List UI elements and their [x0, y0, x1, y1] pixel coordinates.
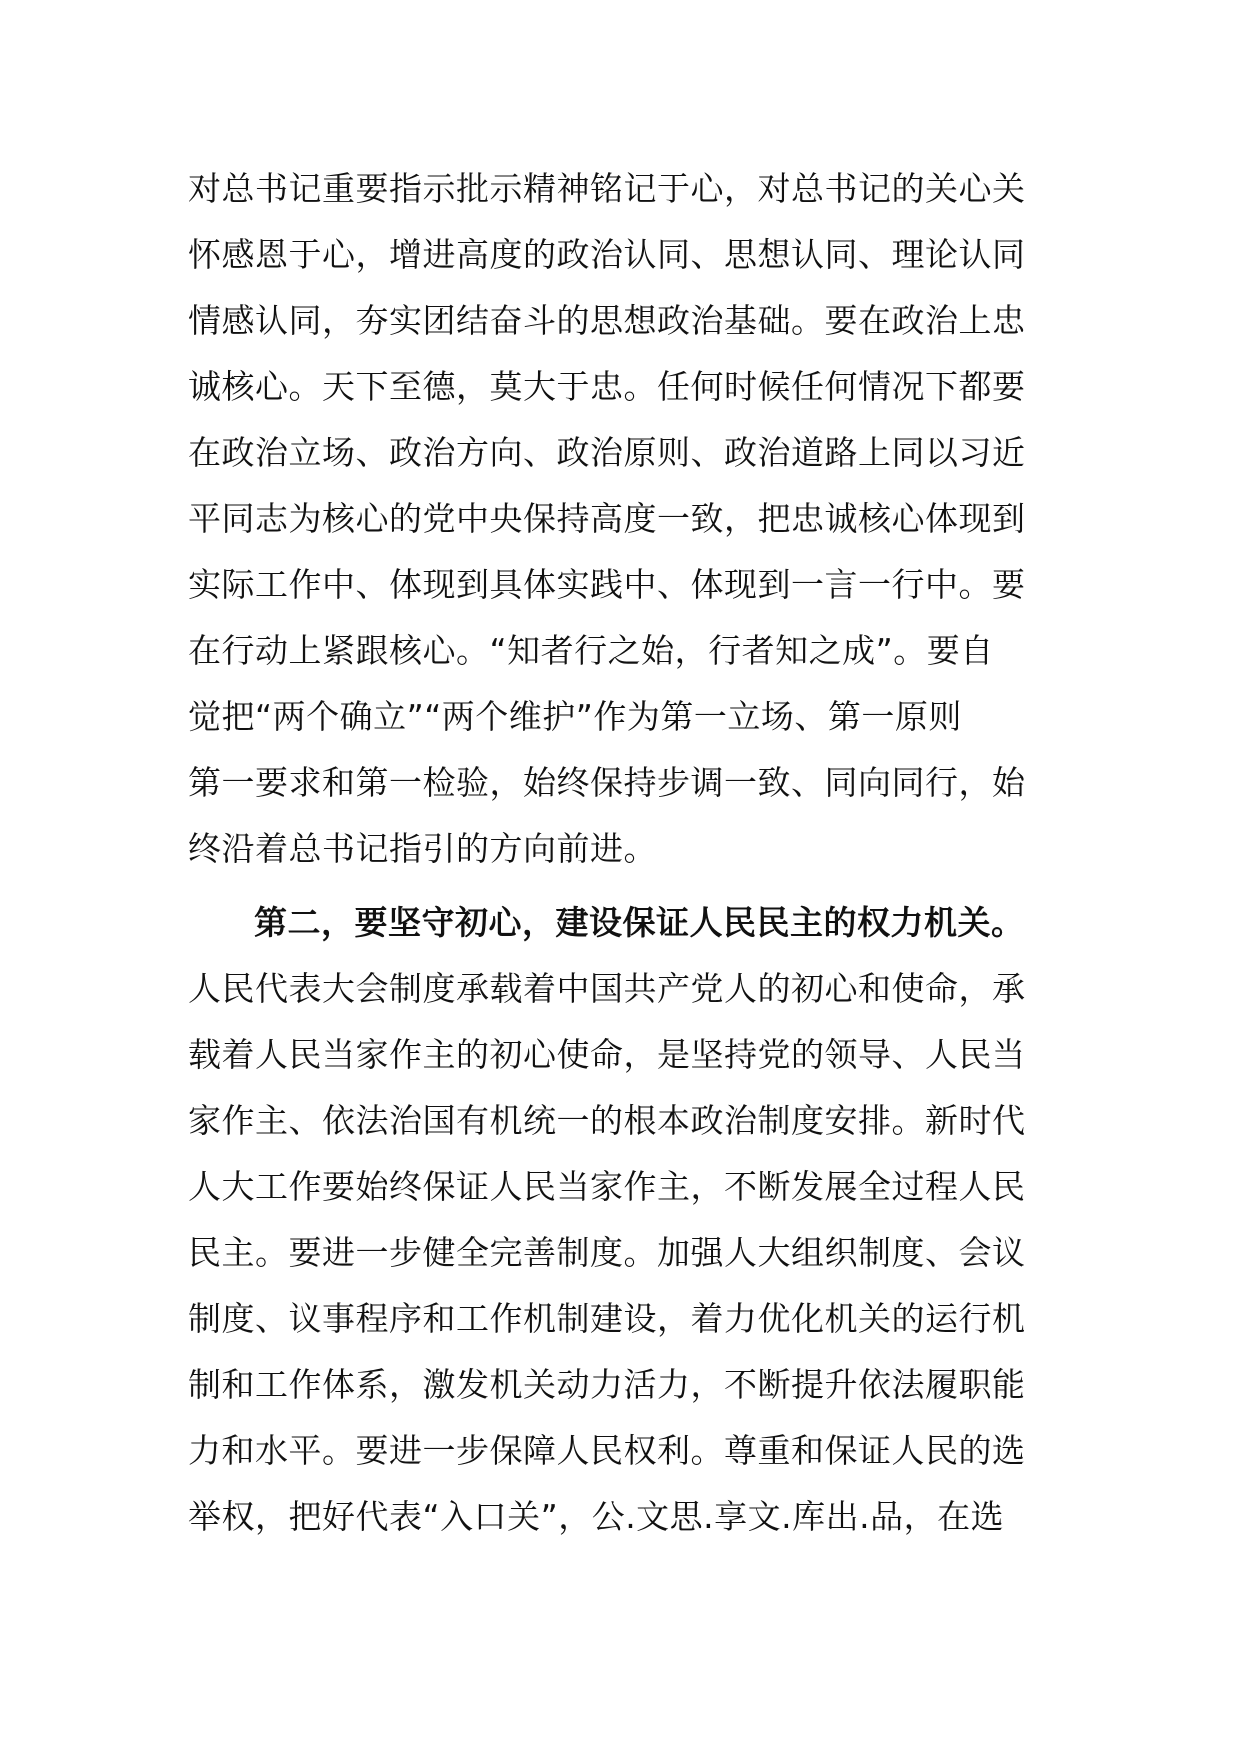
section-heading: 第二，要坚守初心，建设保证人民民主的权力机关。 [254, 903, 1025, 942]
text-line: 人大工作要始终保证人民当家作主，不断发展全过程人民 [188, 1167, 1026, 1206]
text-line: 终沿着总书记指引的方向前进。 [188, 829, 657, 868]
text-line: 民主。要进一步健全完善制度。加强人大组织制度、会议 [188, 1233, 1026, 1272]
text-line: 制度、议事程序和工作机制建设，着力优化机关的运行机 [188, 1299, 1026, 1338]
text-line: 人民代表大会制度承载着中国共产党人的初心和使命，承 [188, 969, 1026, 1008]
text-line: 怀感恩于心，增进高度的政治认同、思想认同、理论认同 [188, 235, 1026, 274]
text-line: 对总书记重要指示批示精神铭记于心，对总书记的关心关 [188, 169, 1026, 208]
text-line: 家作主、依法治国有机统一的根本政治制度安排。新时代 [188, 1101, 1026, 1140]
text-line: 在政治立场、政治方向、政治原则、政治道路上同以习近 [188, 433, 1026, 472]
text-line: 在行动上紧跟核心。“知者行之始，行者知之成”。要自 [188, 631, 994, 670]
text-line: 举权，把好代表“入口关”，公.文思.享文.库出.品，在选 [188, 1497, 1005, 1536]
text-line: 诚核心。天下至德，莫大于忠。任何时候任何情况下都要 [188, 367, 1026, 406]
text-line: 第一要求和第一检验，始终保持步调一致、同向同行，始 [188, 763, 1026, 802]
document-body [188, 156, 1068, 1550]
text-line: 力和水平。要进一步保障人民权利。尊重和保证人民的选 [188, 1431, 1026, 1470]
text-line: 载着人民当家作主的初心使命，是坚持党的领导、人民当 [188, 1035, 1026, 1074]
text-line: 平同志为核心的党中央保持高度一致，把忠诚核心体现到 [188, 499, 1026, 538]
text-line: 情感认同，夯实团结奋斗的思想政治基础。要在政治上忠 [188, 301, 1026, 340]
text-line: 觉把“两个确立”“两个维护”作为第一立场、第一原则 [188, 697, 962, 736]
text-line: 制和工作体系，激发机关动力活力，不断提升依法履职能 [188, 1365, 1026, 1404]
text-line: 实际工作中、体现到具体实践中、体现到一言一行中。要 [188, 565, 1026, 604]
